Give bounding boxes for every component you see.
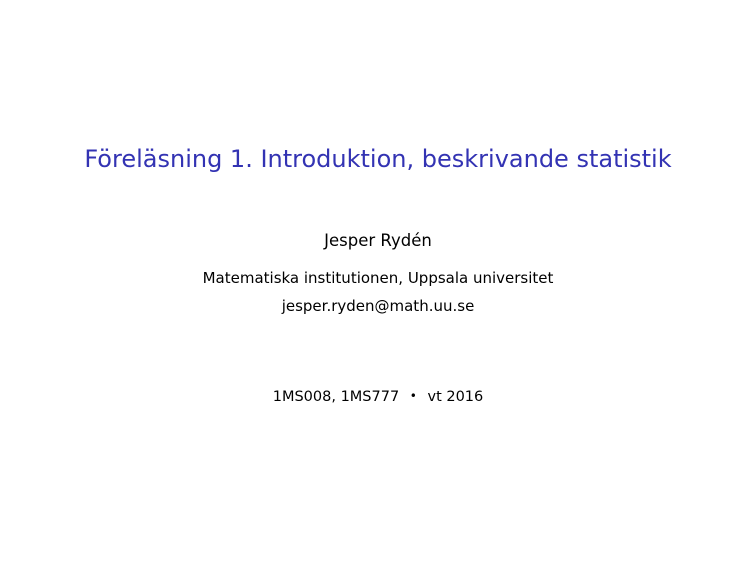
author-name: Jesper Rydén (324, 231, 432, 250)
course-codes: 1MS008, 1MS777 (272, 389, 400, 405)
author-email: jesper.ryden@math.uu.se (281, 297, 475, 315)
bullet-separator: • (409, 389, 417, 403)
date-line (0, 384, 756, 409)
term-label: vt 2016 (427, 389, 484, 405)
slide-title: Föreläsning 1. Introduktion, beskrivande statistik (84, 145, 672, 173)
institute-name: Matematiska institutionen, Uppsala universitet (202, 269, 554, 287)
